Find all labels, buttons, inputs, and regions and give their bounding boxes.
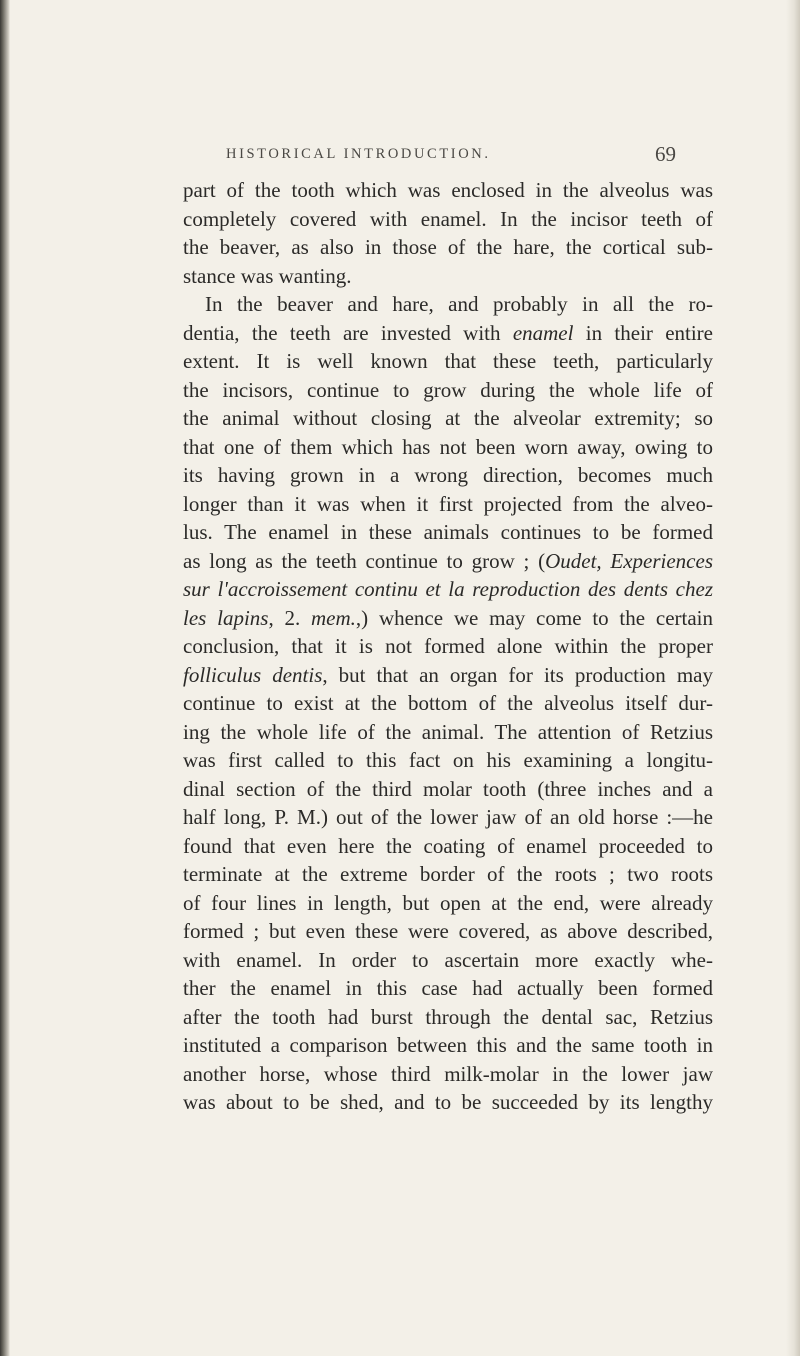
text-line: part of the tooth which was enclosed in the alveolus was <box>183 178 713 202</box>
text-line: its having grown in a wrong direction, becomes much <box>183 463 713 487</box>
text-line: was about to be shed, and to be succeeded by its lengthy <box>183 1090 713 1114</box>
text-line: was first called to this fact on his examining a longitu- <box>183 748 713 772</box>
text-line: ing the whole life of the animal. The attention of Retzius <box>183 719 713 744</box>
text-line: the beaver, as also in those of the hare, the cortical sub- <box>183 235 713 259</box>
text-line: In the beaver and hare, and probably in all the ro- <box>205 292 713 316</box>
text-line: ther the enamel in this case had actually been formed <box>183 976 713 1000</box>
text-line: another horse, whose third milk-molar in the lower jaw <box>183 1061 713 1086</box>
text-line: half long, P. M.) out of the lower jaw of an old horse :—he <box>183 805 713 829</box>
running-head: HISTORICAL INTRODUCTION. <box>226 146 491 162</box>
text-line: continue to exist at the bottom of the alveolus itself dur- <box>183 691 713 715</box>
body-text <box>183 176 713 1117</box>
text-line: conclusion, that it is not formed alone within the proper <box>183 634 713 658</box>
text-line: the animal without closing at the alveolar extremity; so <box>183 406 713 430</box>
text-line: stance was wanting. <box>183 263 352 288</box>
text-line: the incisors, continue to grow during the whole life of <box>183 377 713 402</box>
text-line: completely covered with enamel. In the incisor teeth of <box>183 206 713 231</box>
text-line: instituted a comparison between this and the same tooth in <box>183 1033 713 1057</box>
text-line: les lapins, 2. mem.,) whence we may come to the certain <box>183 605 713 630</box>
text-line: sur l'accroissement continu et la reproduction des dents chez <box>183 577 713 601</box>
text-line: found that even here the coating of enamel proceeded to <box>183 833 713 858</box>
text-line: formed ; but even these were covered, as above described, <box>183 919 713 943</box>
text-line: as long as the teeth continue to grow ; (Oudet, Experiences <box>183 548 713 573</box>
text-line: terminate at the extreme border of the roots ; two roots <box>183 862 713 886</box>
text-line: with enamel. In order to ascertain more exactly whe- <box>183 947 713 972</box>
text-line: after the tooth had burst through the dental sac, Retzius <box>183 1004 713 1029</box>
text-line: that one of them which has not been worn away, owing to <box>183 434 713 459</box>
text-line: extent. It is well known that these teeth, particularly <box>183 349 713 373</box>
page-header <box>226 142 686 172</box>
book-spine-shadow <box>0 0 10 1356</box>
text-line: folliculus dentis, but that an organ for its production may <box>183 662 714 687</box>
text-line: lus. The enamel in these animals continues to be formed <box>183 520 713 544</box>
page-edge <box>786 0 800 1356</box>
text-line: longer than it was when it first projected from the alveo- <box>183 491 713 516</box>
text-line: dentia, the teeth are invested with enamel in their entire <box>183 320 714 345</box>
text-line: of four lines in length, but open at the end, were already <box>183 890 713 915</box>
text-line: dinal section of the third molar tooth (three inches and a <box>183 776 713 801</box>
page-number: 69 <box>655 142 676 166</box>
